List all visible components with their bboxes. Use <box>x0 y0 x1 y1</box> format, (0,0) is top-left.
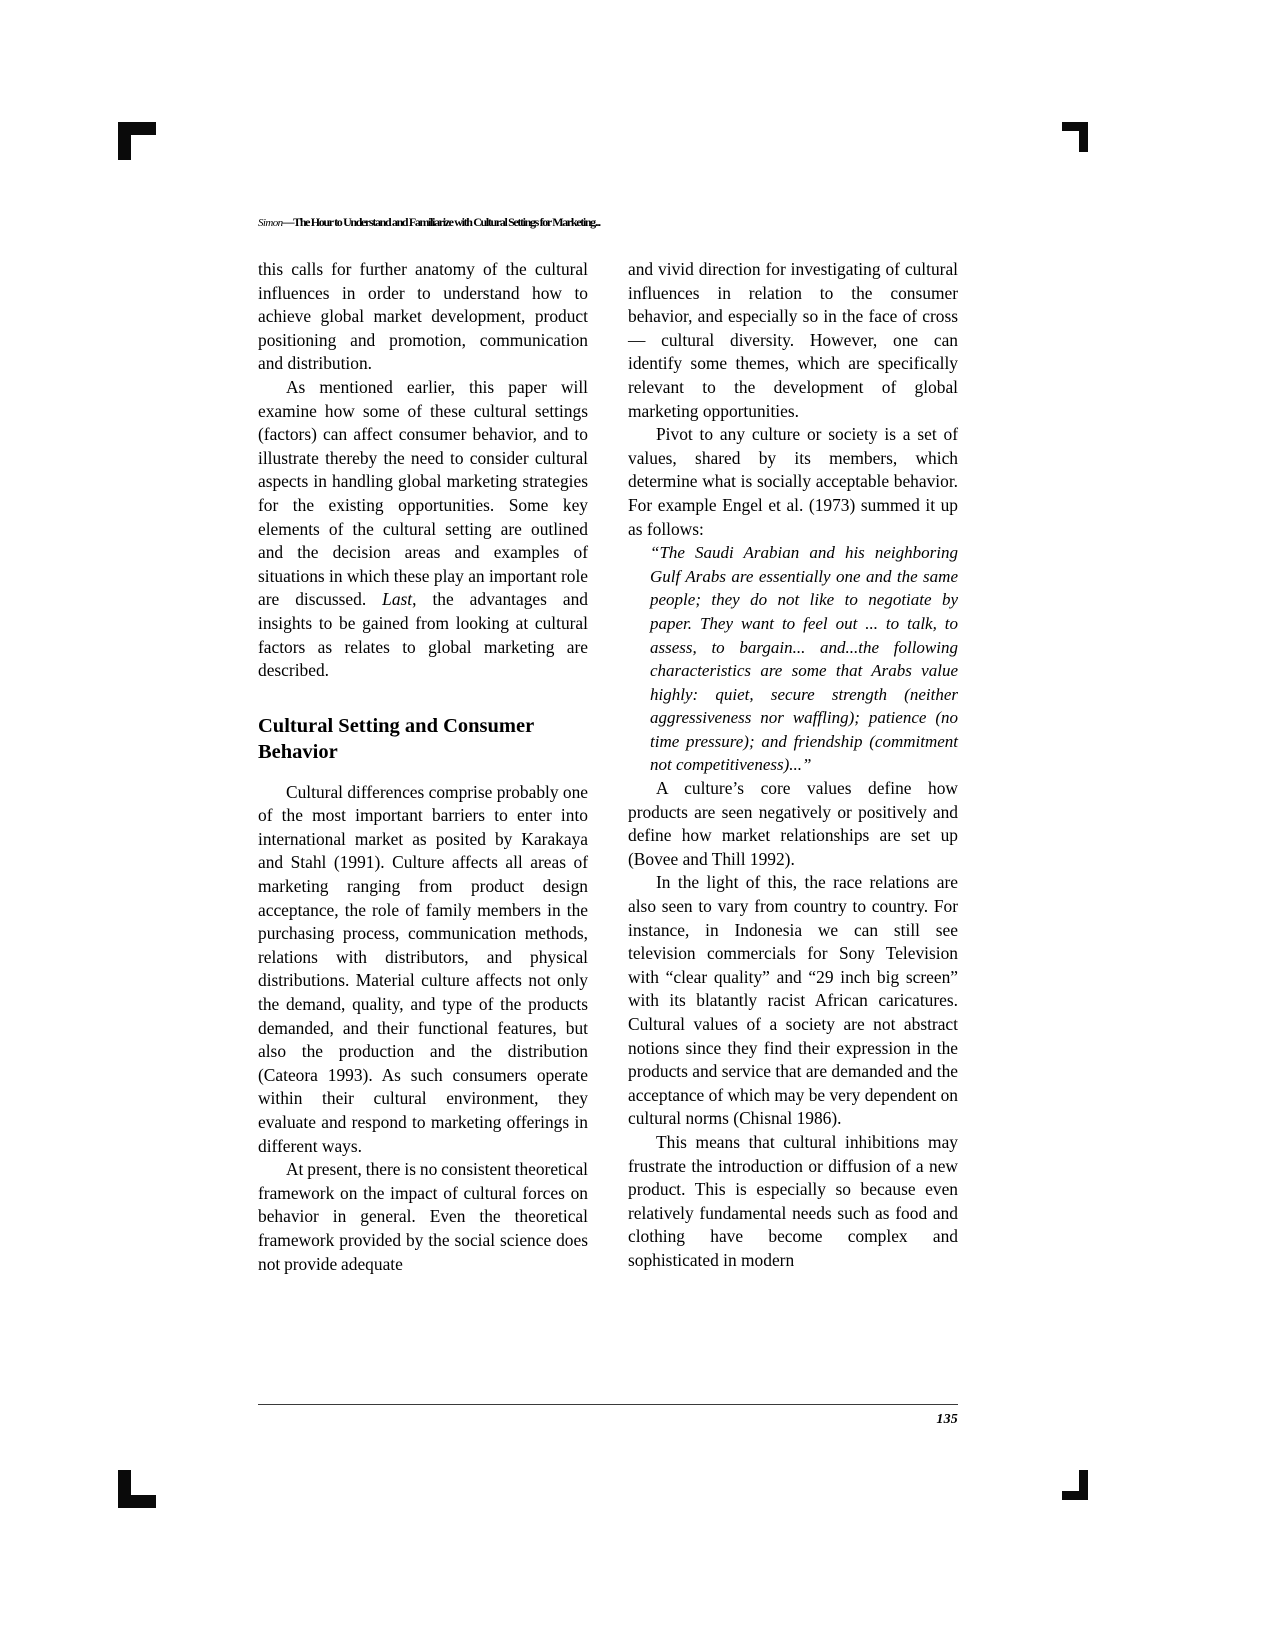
right-column <box>628 258 958 1348</box>
running-head <box>258 216 958 230</box>
paragraph: and vivid direction for investigating of cultural influences in relation to the consumer behavior, and especially so in the face of cross — cultural diversity. However, one can identify some themes, which are specifically relevant to the development of global marketing opportunities. <box>628 259 958 421</box>
left-column <box>258 258 588 1348</box>
paragraph-text-tail: , the advantages and insights to be gained from looking at cultural factors as relates to global marketing are described. <box>258 589 588 681</box>
running-head-title: The Hour to Understand and Familiarize with Cultural Settings for Marketing... <box>293 215 600 229</box>
paragraph: At present, there is no consistent theoretical framework on the impact of cultural forces on behavior in general. Even the theoretical framework provided by the social science does not provide adequate <box>258 1159 588 1274</box>
running-head-author: Simon <box>258 217 283 229</box>
paragraph: Pivot to any culture or society is a set of values, shared by its members, which determine what is socially acceptable behavior. For example Engel et al. (1973) summed it up as follows: <box>628 424 958 539</box>
running-head-separator: — <box>282 215 294 229</box>
emphasized-word: Last <box>382 589 413 610</box>
crop-mark-bottom-right <box>1062 1470 1088 1500</box>
crop-mark-arm-vertical <box>118 122 131 160</box>
paragraph: This means that cultural inhibitions may frustrate the introduction or diffusion of a new product. This is especially so because even relatively fundamental needs such as food and clothing have become complex and sophisticated in modern <box>628 1131 958 1270</box>
paragraph: Cultural differences comprise probably one of the most important barriers to enter into international market as posited by Karakaya and Stahl (1991). Culture affects all areas of marketing ranging from product design acceptance, the role of family members in the purchasing process, communication methods, relations with distributors, and physical distributions. Material culture affects not only the demand, quality, and type of the products demanded, and their functional features, but also the production and the distribution (Cateora 1993). As such consumers operate within their cultural environment, they evaluate and respond to marketing offerings in different ways. <box>258 781 588 1156</box>
page-number: 135 <box>936 1412 958 1427</box>
paragraph <box>258 376 588 683</box>
paragraph: A culture’s core values define how products are seen negatively or positively and define how market relationships are set up (Bovee and Thill 1992). <box>628 778 958 869</box>
body-columns <box>258 258 958 1348</box>
paragraph-text: As mentioned earlier, this paper will examine how some of these cultural settings (factors) can affect consumer behavior, and to illustrate thereby the need to consider cultural aspects in handling global marketing strategies for the existing opportunities. Some key elements of the cultural setting are outlined and the decision areas and examples of situations in which these play an important role are discussed. <box>258 376 588 610</box>
crop-mark-bottom-left <box>118 1470 156 1508</box>
crop-mark-arm-vertical <box>1079 1470 1088 1500</box>
footer-divider <box>258 1404 958 1405</box>
crop-mark-top-right <box>1062 122 1088 152</box>
crop-mark-top-left <box>118 122 156 160</box>
block-quote: “The Saudi Arabian and his neighboring Gulf Arabs are essentially one and the same people; they do not like to negotiate by paper. They want to feel out ... to talk, to assess, to bargain... and...the following characteristics are some that Arabs value highly: quiet, secure strength (neither aggressiveness nor waffling); patience (no time pressure); and friendship (commitment not competitiveness)...” <box>650 543 958 775</box>
paragraph: In the light of this, the race relations are also seen to vary from country to country. For instance, in Indonesia we can still see television commercials for Sony Television with “clear quality” and “29 inch big screen” with its blatantly racist African caricatures. Cultural values of a society are not abstract notions since they find their expression in the products and service that are demanded and the acceptance of which may be very dependent on cultural norms (Chisnal 1986). <box>628 872 958 1129</box>
section-heading: Cultural Setting and Consumer Behavior <box>258 714 534 763</box>
crop-mark-arm-vertical <box>118 1470 131 1508</box>
crop-mark-arm-vertical <box>1079 122 1088 152</box>
paragraph: this calls for further anatomy of the cultural influences in order to understand how to achieve global market development, product positioning and promotion, communication and distribution. <box>258 259 588 374</box>
